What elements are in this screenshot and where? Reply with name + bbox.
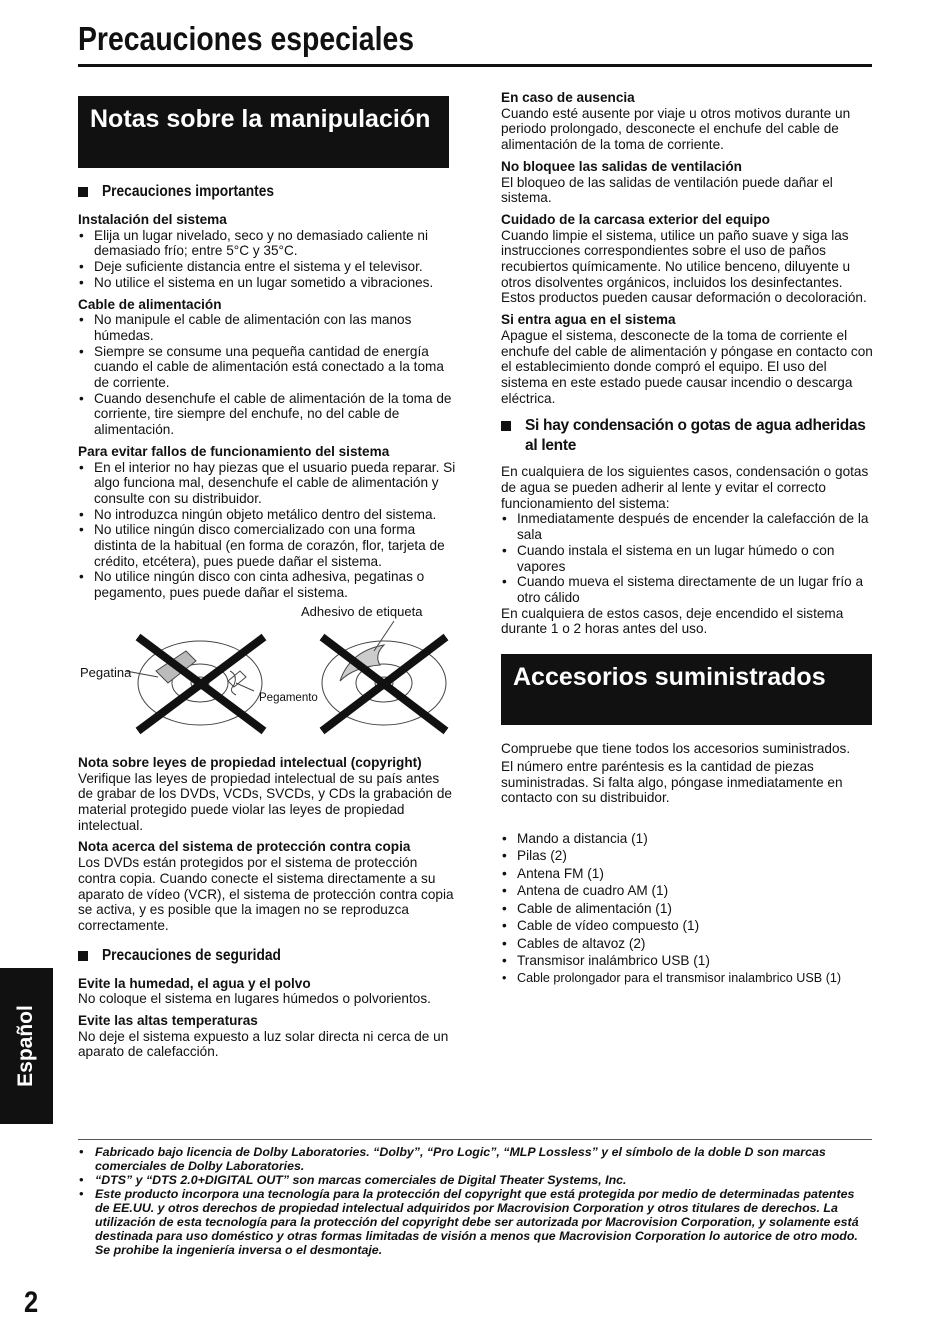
list-item: • En el interior no hay piezas que el usuario pueda reparar. Si algo funciona mal, desenchufe el cable de alimentación y consulte con su distribuidor. <box>78 460 456 507</box>
list-item: • No introduzca ningún objeto metálico dentro del sistema. <box>78 507 456 523</box>
power-list <box>78 312 456 438</box>
section-heading-seguridad <box>78 946 456 966</box>
square-bullet-icon <box>501 421 511 431</box>
list-item: • Cuando mueva el sistema directamente de un lugar frío a otro cálido <box>501 574 877 605</box>
right-column <box>501 90 877 987</box>
section-box-notas: Notas sobre la manipulación <box>78 96 449 168</box>
left-column <box>78 96 456 1060</box>
section-heading-condensacion <box>501 416 877 456</box>
absence-text: Cuando esté ausente por viaje u otros motivos durante un periodo prolongado, desconecte el enchufe del cable de alimentación de la toma de corriente. <box>501 105 851 153</box>
heat-text: No deje el sistema expuesto a luz solar directa ni cerca de un aparato de calefacción. <box>78 1028 449 1060</box>
list-item: • Mando a distancia (1) <box>501 830 877 848</box>
list-item: • Inmediatamente después de encender la calefacción de la sala <box>501 511 877 542</box>
subheading-ventilacion: No bloquee las salidas de ventilación <box>501 158 742 174</box>
section-heading-text: Precauciones importantes <box>102 183 275 200</box>
subheading-agua: Si entra agua en el sistema <box>501 312 676 328</box>
list-item: • Cuando desenchufe el cable de alimentación de la toma de corriente, tire siempre del enchufe, no del cable de alimentación. <box>78 391 456 438</box>
footnote-rule <box>78 1139 872 1140</box>
subheading-proteccion-copia: Nota acerca del sistema de protección contra copia <box>78 839 411 855</box>
footnotes <box>78 1145 872 1257</box>
section-heading-text: Precauciones de seguridad <box>102 946 281 964</box>
crossed-discs-icon <box>78 611 456 741</box>
list-item: • No utilice ningún disco comercializado con una forma distinta de la habitual (en forma de corazón, flor, tarjeta de crédito, etcétera), pues puede dañar el sistema. <box>78 522 456 569</box>
accessories-intro-1: Compruebe que tiene todos los accesorios suministrados. <box>501 741 851 757</box>
list-item: • Elija un lugar nivelado, seco y no demasiado caliente ni demasiado frío; entre 5°C y 35°C. <box>78 228 456 259</box>
list-item: • Cable de alimentación (1) <box>501 900 877 918</box>
language-side-tab <box>0 968 53 1124</box>
copyright-text: Verifique las leyes de propiedad intelectual de su país antes de grabar de los DVDs, VCDs, SVCDs, y CDs la grabación de material protegido puede violar las leyes de propiedad intelectual. <box>78 770 452 833</box>
list-item: • Cable prolongador para el transmisor inalambrico USB (1) <box>501 970 877 988</box>
page-title: Precauciones especiales <box>78 20 415 57</box>
list-item: • Cables de altavoz (2) <box>501 935 877 953</box>
square-bullet-icon <box>78 951 88 961</box>
square-bullet-icon <box>78 187 88 197</box>
label-pegamento: Pegamento <box>259 691 318 704</box>
list-item: • Transmisor inalámbrico USB (1) <box>501 952 877 970</box>
list-item: • Antena FM (1) <box>501 865 877 883</box>
humidity-text: No coloque el sistema en lugares húmedos o polvorientos. <box>78 991 431 1007</box>
list-item: • No manipule el cable de alimentación con las manos húmedas. <box>78 312 456 343</box>
copy-protection-text: Los DVDs están protegidos por el sistema de protección contra copia. Cuando conecte el sistema directamente a su aparato de vídeo (VCR), el sistema de protección contra copia se activa, y es posible que la imagen no se reproduzca correctamente. <box>78 855 454 933</box>
subheading-ausencia: En caso de ausencia <box>501 90 635 105</box>
accessories-intro-2: El número entre paréntesis es la cantidad de piezas suministradas. Si falta algo, póngase inmediatamente en contacto con su distribuidor. <box>501 758 843 806</box>
list-item: • Antena de cuadro AM (1) <box>501 882 877 900</box>
install-list <box>78 228 456 291</box>
subheading-instalacion: Instalación del sistema <box>78 212 227 227</box>
list-item: • No utilice ningún disco con cinta adhesiva, pegatinas o pegamento, pues puede dañar el sistema. <box>78 569 456 600</box>
condensation-intro: En cualquiera de los siguientes casos, condensación o gotas de agua se pueden adherir al lente y evitar el correcto funcionamiento del sistema: <box>501 464 869 511</box>
section-heading-text: Si hay condensación o gotas de agua adheridas al lente <box>525 417 866 455</box>
malfunction-list <box>78 460 456 601</box>
list-item: • No utilice el sistema en un lugar sometido a vibraciones. <box>78 275 456 291</box>
section-box-accesorios: Accesorios suministrados <box>501 654 872 725</box>
list-item: • Cuando instala el sistema en un lugar húmedo o con vapores <box>501 543 877 574</box>
label-adhesivo: Adhesivo de etiqueta <box>301 603 423 619</box>
title-rule <box>78 64 872 67</box>
list-item: • Pilas (2) <box>501 847 877 865</box>
accessories-list <box>501 830 877 988</box>
label-pegatina: Pegatina <box>80 664 132 680</box>
subheading-temperaturas: Evite las altas temperaturas <box>78 1013 258 1029</box>
footnote: • Este producto incorpora una tecnología para la protección del copyright que está protegida por medio de determinadas patentes de EE.UU. y otros derechos de propiedad intelectual adquiridos por Macrovision Corporation y otros titulares de derechos. La utilización de esta tecnología para la protección del copyright debe ser autorizada por Macrovision Corporation, y solamente está destinada para uso doméstico y otras formas limitadas de visión a menos que Macrovision Corporation lo autorice de otro modo. Se prohibe la ingeniería inversa o el desmontaje. <box>78 1187 872 1257</box>
subheading-fallos: Para evitar fallos de funcionamiento del sistema <box>78 443 390 459</box>
list-item: • Deje suficiente distancia entre el sistema y el televisor. <box>78 259 456 275</box>
footnote: • Fabricado bajo licencia de Dolby Laboratories. “Dolby”, “Pro Logic”, “MLP Lossless” y el símbolo de la doble D son marcas comerciales de Dolby Laboratories. <box>78 1145 872 1173</box>
subheading-humedad: Evite la humedad, el agua y el polvo <box>78 975 311 991</box>
subheading-carcasa: Cuidado de la carcasa exterior del equipo <box>501 211 770 227</box>
condensation-list <box>501 511 877 605</box>
water-text: Apague el sistema, desconecte de la toma de corriente el enchufe del cable de alimentación y póngase en contacto con el establecimiento donde compró el equipo. El uso del sistema en este estado puede causar incendio o descarga eléctrica. <box>501 327 873 406</box>
disc-illustration <box>78 603 456 741</box>
subheading-cable: Cable de alimentación <box>78 296 222 312</box>
side-tab-label: Español <box>14 1005 37 1087</box>
footnote: • “DTS” y “DTS 2.0+DIGITAL OUT” son marcas comerciales de Digital Theater Systems, Inc. <box>78 1173 872 1187</box>
page-number: 2 <box>24 1286 39 1319</box>
case-text: Cuando limpie el sistema, utilice un paño suave y siga las instrucciones correspondientes sobre el uso de paños recubiertos químicamente. No utilice benceno, diluyente u otros disolventes orgánicos, incluidos los desinfectantes. Estos productos pueden causar deformación o decoloración. <box>501 227 867 306</box>
vent-text: El bloqueo de las salidas de ventilación puede dañar el sistema. <box>501 174 833 206</box>
subheading-copyright: Nota sobre leyes de propiedad intelectual (copyright) <box>78 754 422 770</box>
list-item: • Siempre se consume una pequeña cantidad de energía cuando el cable de alimentación está conectado a la toma de corriente. <box>78 344 456 391</box>
section-heading-precauciones-importantes <box>78 182 456 202</box>
list-item: • Cable de vídeo compuesto (1) <box>501 917 877 935</box>
condensation-outro: En cualquiera de estos casos, deje encendido el sistema durante 1 o 2 horas antes del uso. <box>501 605 844 637</box>
